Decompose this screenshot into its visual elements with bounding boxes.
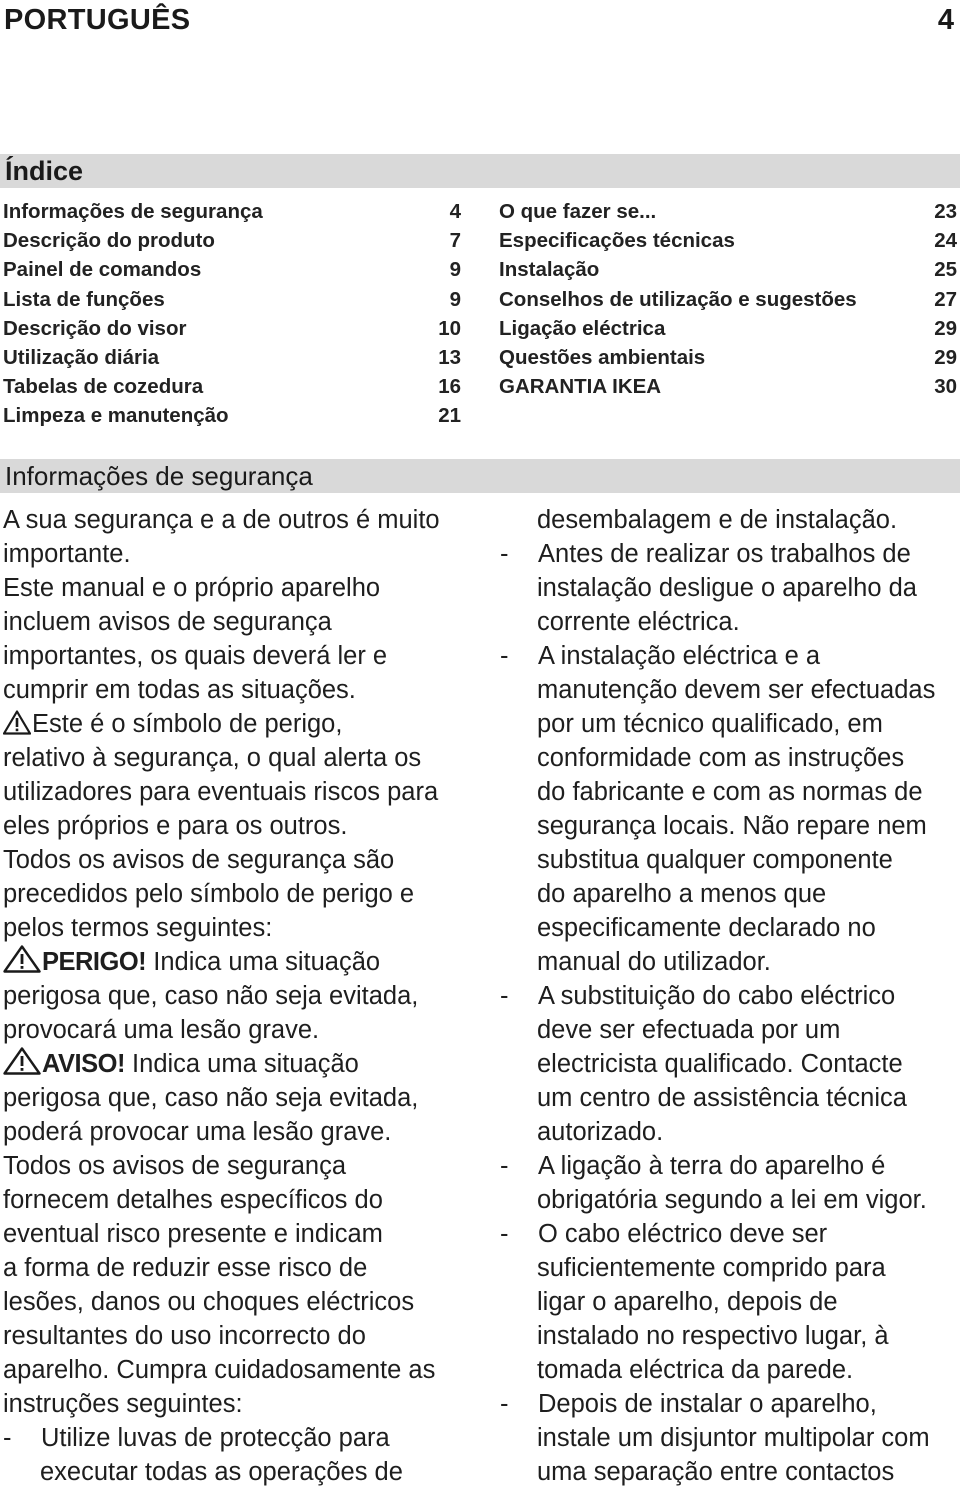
toc-entry[interactable] xyxy=(3,197,461,226)
bullet-item xyxy=(500,1217,958,1251)
toc-entry-label: Instalação xyxy=(499,258,600,282)
body-line: obrigatória segundo a lei em vigor. xyxy=(537,1186,927,1214)
body-line: do aparelho a menos que xyxy=(537,880,827,908)
danger-symbol-line xyxy=(3,707,465,741)
body-line: segurança locais. Não repare nem xyxy=(537,812,927,840)
bullet-item xyxy=(500,537,958,571)
toc-entry-page: 4 xyxy=(449,200,461,223)
body-line: corrente eléctrica. xyxy=(537,608,740,636)
body-line: suficientemente comprido para xyxy=(537,1254,886,1282)
toc-entry-page: 9 xyxy=(449,287,461,311)
body-line: instalação desligue o aparelho da xyxy=(537,574,917,602)
toc-entry-label: Utilização diária xyxy=(3,345,160,369)
toc-left-column xyxy=(3,197,461,431)
body-line: instruções seguintes: xyxy=(3,1390,243,1418)
danger-line xyxy=(3,945,465,979)
index-heading: Índice xyxy=(5,156,84,186)
body-line: manutenção devem ser efectuadas xyxy=(537,676,936,704)
bullet-dash: - xyxy=(3,1424,12,1452)
body-line: relativo à segurança, o qual alerta os xyxy=(3,744,422,772)
toc-entry[interactable] xyxy=(3,226,461,255)
danger-keyword: PERIGO! xyxy=(42,948,147,976)
safety-heading: Informações de segurança xyxy=(5,461,313,491)
toc-entry-page: 23 xyxy=(934,200,957,223)
body-line: electricista qualificado. Contacte xyxy=(537,1050,903,1078)
body-line-text: Depois de instalar o aparelho, xyxy=(538,1390,877,1418)
body-line: conformidade com as instruções xyxy=(537,744,905,772)
body-line: por um técnico qualificado, em xyxy=(537,710,883,738)
body-line: provocará uma lesão grave. xyxy=(3,1016,320,1044)
body-line: ligar o aparelho, depois de xyxy=(537,1288,838,1316)
warning-triangle-icon xyxy=(3,945,41,982)
warning-keyword: AVISO! xyxy=(42,1050,125,1078)
body-line: Todos os avisos de segurança são xyxy=(3,846,395,874)
toc-entry-label: Descrição do visor xyxy=(3,316,187,340)
bullet-dash: - xyxy=(500,1152,509,1180)
bullet-dash: - xyxy=(500,1390,509,1418)
body-line-text: A instalação eléctrica e a xyxy=(538,642,821,670)
toc-entry-page: 9 xyxy=(449,258,461,282)
safety-left-column xyxy=(3,503,465,1489)
toc-entry[interactable] xyxy=(3,343,461,372)
warning-line xyxy=(3,1047,465,1081)
body-line: importante. xyxy=(3,540,131,568)
toc-entry[interactable] xyxy=(499,226,957,255)
toc-entry-label: Ligação eléctrica xyxy=(499,316,666,340)
safety-right-column xyxy=(500,503,958,1489)
body-line: autorizado. xyxy=(537,1118,664,1146)
body-line: precedidos pelo símbolo de perigo e xyxy=(3,880,415,908)
body-line: resultantes do uso incorrecto do xyxy=(3,1322,366,1350)
body-line: eles próprios e para os outros. xyxy=(3,812,348,840)
body-line: A sua segurança e a de outros é muito xyxy=(3,506,440,534)
body-line-text: Utilize luvas de protecção para xyxy=(41,1424,390,1452)
body-line: cumprir em todas as situações. xyxy=(3,676,356,704)
toc-entry-label: Especificações técnicas xyxy=(499,229,735,253)
body-line: perigosa que, caso não seja evitada, xyxy=(3,982,419,1010)
toc-entry-page: 13 xyxy=(438,345,461,369)
body-line: executar todas as operações de xyxy=(40,1458,403,1486)
bullet-dash: - xyxy=(500,982,509,1010)
toc-right-column xyxy=(499,197,957,401)
body-line: aparelho. Cumpra cuidadosamente as xyxy=(3,1356,436,1384)
body-line: Todos os avisos de segurança xyxy=(3,1152,347,1180)
bullet-item xyxy=(500,1149,958,1183)
index-heading-bar xyxy=(0,154,960,188)
body-line: utilizadores para eventuais riscos para xyxy=(3,778,439,806)
bullet-item xyxy=(500,639,958,673)
toc-entry[interactable] xyxy=(499,372,957,401)
body-line: especificamente declarado no xyxy=(537,914,876,942)
toc-entry-label: Informações de segurança xyxy=(3,200,263,223)
bullet-dash: - xyxy=(500,1220,509,1248)
toc-entry-label: O que fazer se... xyxy=(499,200,657,223)
body-line: instale um disjuntor multipolar com xyxy=(537,1424,930,1452)
toc-entry[interactable] xyxy=(499,343,957,372)
body-line: um centro de assistência técnica xyxy=(537,1084,907,1112)
toc-entry-page: 29 xyxy=(934,345,957,369)
body-line: Este manual e o próprio aparelho xyxy=(3,574,381,602)
toc-entry-label: Descrição do produto xyxy=(3,229,215,253)
bullet-dash: - xyxy=(500,642,509,670)
toc-entry-label: Painel de comandos xyxy=(3,258,202,282)
toc-entry[interactable] xyxy=(499,255,957,284)
language-title: PORTUGUÊS xyxy=(4,4,191,36)
body-line-text: O cabo eléctrico deve ser xyxy=(538,1220,828,1248)
page-number: 4 xyxy=(937,4,954,36)
toc-entry[interactable] xyxy=(3,401,461,430)
toc-entry-page: 29 xyxy=(934,316,957,340)
body-line: instalado no respectivo lugar, à xyxy=(537,1322,889,1350)
toc-entry[interactable] xyxy=(3,372,461,401)
bullet-item xyxy=(3,1421,465,1455)
bullet-dash: - xyxy=(500,540,509,568)
body-line: importantes, os quais deverá ler e xyxy=(3,642,388,670)
toc-entry-label: Limpeza e manutenção xyxy=(3,404,229,428)
body-line: manual do utilizador. xyxy=(537,948,771,976)
toc-entry-page: 21 xyxy=(438,404,461,428)
body-line: substitua qualquer componente xyxy=(537,846,893,874)
toc-entry[interactable] xyxy=(3,285,461,314)
toc-entry-page: 7 xyxy=(449,229,461,253)
toc-entry[interactable] xyxy=(499,285,957,314)
toc-entry[interactable] xyxy=(3,314,461,343)
body-line: desembalagem e de instalação. xyxy=(537,506,898,534)
toc-entry-page: 24 xyxy=(934,229,957,253)
body-line: eventual risco presente e indicam xyxy=(3,1220,383,1248)
bullet-item xyxy=(500,1387,958,1421)
toc-entry-label: Lista de funções xyxy=(3,287,165,311)
body-line: fornecem detalhes específicos do xyxy=(3,1186,383,1214)
toc-entry-page: 27 xyxy=(934,287,957,311)
page-header xyxy=(4,0,954,46)
body-line: a forma de reduzir esse risco de xyxy=(3,1254,368,1282)
toc-entry-page: 10 xyxy=(438,316,461,340)
toc-entry-page: 30 xyxy=(934,375,957,399)
body-line-text: A ligação à terra do aparelho é xyxy=(538,1152,886,1180)
body-line: tomada eléctrica da parede. xyxy=(537,1356,854,1384)
toc-entry[interactable] xyxy=(3,255,461,284)
warning-triangle-icon xyxy=(3,1047,41,1084)
toc-entry-label: Questões ambientais xyxy=(499,345,706,369)
body-line: do fabricante e com as normas de xyxy=(537,778,923,806)
body-line-text: Antes de realizar os trabalhos de xyxy=(538,540,911,568)
body-line: perigosa que, caso não seja evitada, xyxy=(3,1084,419,1112)
toc-entry[interactable] xyxy=(499,314,957,343)
toc-entry[interactable] xyxy=(499,197,957,226)
bullet-item xyxy=(500,979,958,1013)
toc-entry-label: Conselhos de utilização e sugestões xyxy=(499,287,857,311)
body-line-text: Indica uma situação xyxy=(132,1050,359,1078)
toc-entry-page: 25 xyxy=(934,258,957,282)
body-line: uma separação entre contactos xyxy=(537,1458,895,1486)
body-line: pelos termos seguintes: xyxy=(3,914,273,942)
body-line-text: Este é o símbolo de perigo, xyxy=(32,710,343,738)
toc-entry-label: Tabelas de cozedura xyxy=(3,375,204,399)
warning-triangle-icon xyxy=(3,710,31,744)
body-line: deve ser efectuada por um xyxy=(537,1016,841,1044)
safety-heading-bar xyxy=(0,459,960,493)
body-line-text: Indica uma situação xyxy=(153,948,381,976)
body-line-text: A substituição do cabo eléctrico xyxy=(538,982,896,1010)
toc-entry-label: GARANTIA IKEA xyxy=(499,375,662,399)
body-line: lesões, danos ou choques eléctricos xyxy=(3,1288,415,1316)
body-line: poderá provocar uma lesão grave. xyxy=(3,1118,392,1146)
toc-entry-page: 16 xyxy=(438,375,461,399)
body-line: incluem avisos de segurança xyxy=(3,608,332,636)
